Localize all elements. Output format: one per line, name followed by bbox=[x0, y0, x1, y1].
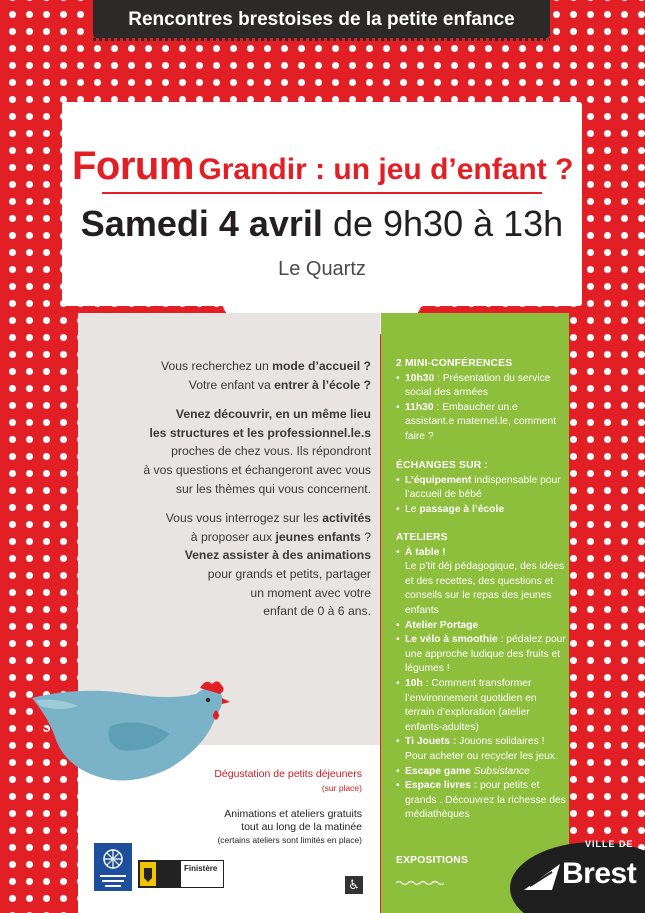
atelier-text: pour petits et grands . Découvrez la richesse des médiathèques bbox=[405, 780, 566, 821]
exchange-bold: L’équipement bbox=[405, 474, 472, 486]
ateliers-title: ATELIERS bbox=[396, 532, 448, 543]
conferences-section bbox=[396, 357, 566, 445]
atelier-bold: Ti Jouets : bbox=[405, 736, 457, 748]
event-date-day: Samedi 4 avril bbox=[80, 203, 323, 244]
conference-text: : Embaucher un.e assistant.e maternel.le, comment faire ? bbox=[405, 401, 557, 442]
exchanges-title: ÉCHANGES SUR : bbox=[396, 460, 489, 471]
intro-text-span: ? bbox=[360, 529, 371, 544]
atelier-item bbox=[396, 677, 566, 735]
event-date-hours: de 9h30 à 13h bbox=[332, 203, 564, 244]
exhibitions-title: EXPOSITIONS bbox=[396, 855, 469, 866]
intro-text-span: Vous vous interrogez sur les bbox=[165, 511, 323, 526]
intro-bold: Venez découvrir, en un même lieu bbox=[175, 407, 371, 422]
atelier-bold: Escape game bbox=[405, 765, 471, 777]
intro-bold: les structures et les professionnel.le.s bbox=[149, 425, 371, 440]
intro-text-span: Vous recherchez un bbox=[161, 359, 273, 373]
atelier-item bbox=[396, 619, 566, 634]
atelier-description: Le p’tit déj pédagogique, des idées et des recettes, des questions et conseils sur le repas des jeunes enfants bbox=[405, 561, 565, 616]
intro-text-span: Votre enfant va bbox=[188, 377, 275, 392]
atelier-text: Jouons solidaires ! Pour acheter ou recycler les jeux. bbox=[405, 736, 558, 762]
atelier-bold: Le vélo à smoothie bbox=[405, 634, 498, 646]
atelier-bold: 10h bbox=[405, 677, 423, 689]
conference-time: 10h30 bbox=[405, 372, 435, 384]
breakfast-sub: (sur place) bbox=[321, 783, 362, 793]
breakfast-text: Dégustation de petits déjeuners bbox=[214, 768, 362, 780]
atelier-item bbox=[396, 735, 566, 764]
atelier-italic: Subsistance bbox=[473, 765, 530, 777]
intro-text-span: pour grands et petits, partager bbox=[207, 566, 371, 581]
intro-bold: Venez assister à des animations bbox=[184, 548, 371, 563]
intro-text-span: à proposer aux bbox=[190, 529, 276, 544]
top-banner: Rencontres brestoises de la petite enfance bbox=[93, 0, 550, 38]
workshops-line: tout au long de la matinée bbox=[241, 821, 362, 833]
title-divider bbox=[102, 192, 542, 194]
intro-text-span: à vos questions et échangeront avec vous bbox=[143, 462, 371, 477]
atelier-item bbox=[396, 779, 566, 823]
finistere-label: Finistère bbox=[184, 864, 218, 873]
brest-sail-icon bbox=[522, 860, 562, 894]
intro-text bbox=[71, 357, 371, 632]
event-venue: Le Quartz bbox=[278, 258, 366, 280]
atelier-bold: Atelier Portage bbox=[405, 619, 479, 631]
conference-text: : Présentation du service social des armées bbox=[405, 372, 551, 399]
department-logo bbox=[138, 860, 180, 888]
workshops-line: Animations et ateliers gratuits bbox=[224, 808, 362, 820]
caf-logo bbox=[94, 843, 132, 891]
intro-text-span: enfant de 0 à 6 ans. bbox=[263, 604, 371, 619]
workshops-sub: (certains ateliers sont limités en place) bbox=[217, 835, 362, 845]
accessibility-icon: ♿ bbox=[345, 876, 363, 894]
exchange-item bbox=[396, 503, 566, 518]
intro-text-span: proches de chez vous. Ils répondront bbox=[171, 444, 371, 459]
intro-bold: entrer à l’école ? bbox=[274, 377, 371, 392]
atelier-item bbox=[396, 633, 566, 677]
conference-item bbox=[396, 401, 566, 445]
atelier-bold: Espace livres : bbox=[405, 780, 478, 792]
intro-bold: mode d’accueil ? bbox=[272, 359, 371, 373]
exchange-bold: passage à l’école bbox=[419, 503, 505, 515]
event-date bbox=[62, 203, 582, 245]
atelier-item bbox=[396, 765, 566, 780]
workshops-note bbox=[150, 808, 362, 847]
wave-divider bbox=[396, 880, 444, 886]
intro-text-span: un moment avec votre bbox=[250, 585, 371, 600]
atelier-text: : pédalez pour une approche ludique des fruits et légumes ! bbox=[405, 634, 566, 675]
atelier-text: : Comment transformer l’environnement quotidien en terrain d’exploration (atelier enfants-adultes) bbox=[405, 677, 537, 733]
conferences-title: 2 MINI-CONFÉRENCES bbox=[396, 358, 513, 369]
workshops-section bbox=[396, 531, 566, 823]
finistere-logo bbox=[180, 860, 224, 888]
conference-time: 11h30 bbox=[405, 401, 434, 413]
brest-logo-small: VILLE DE bbox=[585, 839, 634, 849]
atelier-item bbox=[396, 546, 566, 561]
intro-bold: jeunes enfants bbox=[275, 529, 361, 544]
forum-title bbox=[72, 144, 572, 189]
exchanges-section bbox=[396, 459, 566, 517]
title-subtitle: Grandir : un jeu d’enfant ? bbox=[198, 153, 574, 186]
conference-item bbox=[396, 372, 566, 401]
exchange-text: indispensable pour l’accueil de bébé bbox=[405, 474, 561, 501]
breakfast-note bbox=[150, 767, 362, 795]
intro-text-span: sur les thèmes qui vous concernent. bbox=[175, 481, 371, 496]
title-forum: Forum bbox=[72, 144, 194, 188]
exchange-text: Le bbox=[405, 503, 420, 515]
atelier-bold: À table ! bbox=[405, 546, 446, 558]
brest-logo-name: Brest bbox=[562, 857, 637, 890]
exchange-item bbox=[396, 474, 566, 503]
intro-bold: activités bbox=[322, 511, 371, 526]
